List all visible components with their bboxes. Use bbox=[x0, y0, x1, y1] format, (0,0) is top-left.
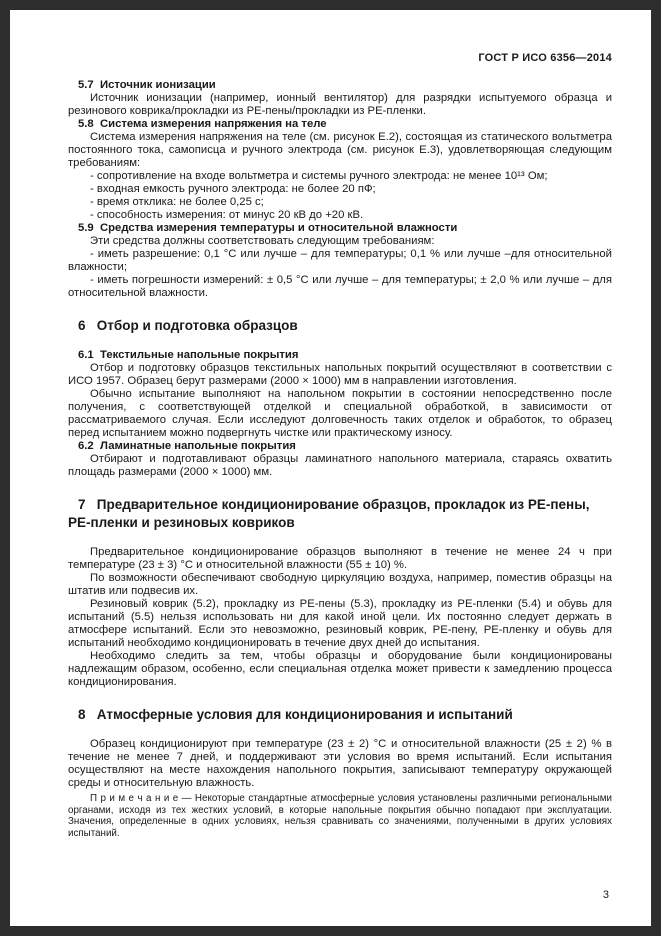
paragraph: Предварительное кондиционирование образцов выполняют в течение не менее 24 ч при температуре (23 ± 3) °С и относительной влажности (55 ± 10) %. bbox=[68, 546, 612, 571]
subsection-heading: 6.2 Ламинатные напольные покрытия bbox=[78, 440, 296, 452]
paragraph: Система измерения напряжения на теле (см. рисунок Е.2), состоящая из статического вольтметра постоянного тока, самописца и ручного электрода (см. рисунок Е.3), удовлетворяющая следующим требованиям: bbox=[68, 131, 612, 169]
note-paragraph: П р и м е ч а н и е — Некоторые стандартные атмосферные условия установлены различными региональными органами, исходя из тех жестких условий, в которые напольные покрытия обычно попадают при эксплуатации. Значения, определенные в одних условиях, нельзя сравнивать со значениями, полученными в других условиях испытаний. bbox=[68, 793, 612, 839]
paragraph: - время отклика: не более 0,25 с; bbox=[90, 196, 264, 208]
paragraph: - сопротивление на входе вольтметра и системы ручного электрода: не менее 10¹³ Ом; bbox=[90, 170, 548, 182]
page-number: 3 bbox=[602, 889, 609, 901]
paragraph: Эти средства должны соответствовать следующим требованиям: bbox=[90, 235, 435, 247]
section-heading: 8 Атмосферные условия для кондиционирования и испытаний bbox=[78, 707, 513, 722]
section-heading: 7 Предварительное кондиционирование образцов, прокладок из PE-пены, PE-пленки и резиновых ковриков bbox=[68, 497, 590, 530]
paragraph: Резиновый коврик (5.2), прокладку из PE-пены (5.3), прокладку из PE-пленки (5.4) и обувь для испытаний (5.5) нельзя использовать ни для какой иной цели. Их постоянно следует держать в атмосфере испытаний. Если это невозможно, резиновый коврик, PE-пену, PE-пленку и обувь для испытаний необходимо кондиционировать в течение двух дней до испытания. bbox=[68, 598, 612, 649]
paragraph: Обычно испытание выполняют на напольном покрытии в состоянии непосредственно после получения, с соответствующей отделкой и специальной обработкой, в зависимости от рассматриваемого случая. Если исследуют долговечность таких отделок и обработок, то образец перед испытанием можно подвергнуть чистке или практическому износу. bbox=[68, 388, 612, 439]
subsection-heading: 5.7 Источник ионизации bbox=[78, 79, 216, 91]
document-page bbox=[10, 10, 651, 926]
subsection-heading: 5.8 Система измерения напряжения на теле bbox=[78, 118, 327, 130]
paragraph: - способность измерения: от минус 20 кВ до +20 кВ. bbox=[90, 209, 364, 221]
document-content bbox=[68, 79, 612, 839]
subsection-heading: 5.9 Средства измерения температуры и относительной влажности bbox=[78, 222, 458, 234]
subsection-heading: 6.1 Текстильные напольные покрытия bbox=[78, 349, 299, 361]
paragraph: Образец кондиционируют при температуре (23 ± 2) °С и относительной влажности (25 ± 2) % в течение не менее 7 дней, и поддерживают эти условия во время испытаний. Если испытания осуществляют на месте нахождения напольного покрытия, записывают температуру окружающей среды и относительную влажность. bbox=[68, 738, 612, 789]
paragraph: Необходимо следить за тем, чтобы образцы и оборудование были кондиционированы надлежащим образом, особенно, если специальная отделка может привести к замедлению процесса кондиционирования. bbox=[68, 650, 612, 688]
paragraph: - иметь разрешение: 0,1 °С или лучше – для температуры; 0,1 % или лучше –для относительной влажности; bbox=[68, 248, 612, 273]
section-heading: 6 Отбор и подготовка образцов bbox=[78, 318, 298, 333]
paragraph: По возможности обеспечивают свободную циркуляцию воздуха, например, поместив образцы на штатив или подвесив их. bbox=[68, 572, 612, 597]
paragraph: Отбирают и подготавливают образцы ламинатного напольного материала, стараясь охватить площадь размерами (2000 × 1000) мм. bbox=[68, 453, 612, 478]
document-header: ГОСТ Р ИСО 6356—2014 bbox=[478, 52, 612, 64]
paragraph: - входная емкость ручного электрода: не более 20 пФ; bbox=[90, 183, 376, 195]
paragraph: - иметь погрешности измерений: ± 0,5 °С или лучше – для температуры; ± 2,0 % или лучше – для относительной влажности. bbox=[68, 274, 612, 299]
paragraph: Источник ионизации (например, ионный вентилятор) для разрядки испытуемого образца и резинового коврика/прокладки из PE-пены/прокладки из PE-пленки. bbox=[68, 92, 612, 117]
paragraph: Отбор и подготовку образцов текстильных напольных покрытий осуществляют в соответствии с ИСО 1957. Образец берут размерами (2000 × 1000) мм в направлении изготовления. bbox=[68, 362, 612, 387]
